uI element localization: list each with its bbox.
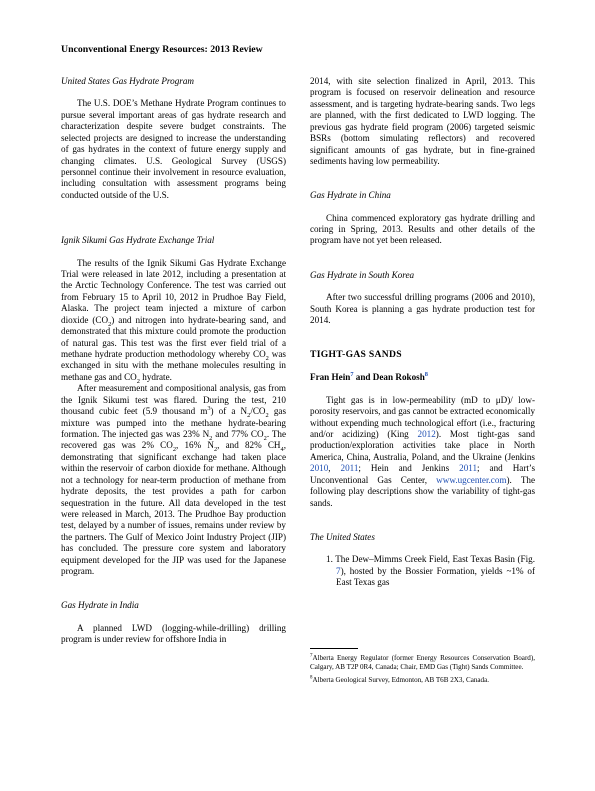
ugcenter-link[interactable]: www.ugcenter.com (436, 474, 507, 485)
paragraph-south-korea: After two successful drilling programs (2006 and 2010), South Korea is planning a gas hydrate production test for 2014. (310, 292, 535, 325)
citation-hein-jenkins-2011[interactable]: 2011 (459, 463, 478, 474)
left-column (61, 76, 286, 646)
section-heading-ignik-sikumi: Ignik Sikumi Gas Hydrate Exchange Trial (61, 235, 215, 246)
paragraph-india: A planned LWD (logging-while-drilling) drilling program is under review for offshore India in (61, 622, 286, 645)
section-heading-us-gas-hydrate: United States Gas Hydrate Program (61, 76, 194, 86)
section-heading-india: Gas Hydrate in India (61, 600, 139, 611)
list-item-dew-mimms: 1. The Dew–Mimms Creek Field, East Texas Basin (Fig. 7), hosted by the Bossier Formation, yields ~1% of East Texas gas (326, 554, 535, 588)
footnote-divider (310, 648, 358, 649)
citation-jenkins-2010[interactable]: 2010 (310, 463, 329, 474)
footnote-7: $^7$Alberta Energy Regulator (former Energy Resources Conservation Board), Calgary, AB T2P 0R4, Canada; Chair, EMD Gas (Tight) Sands Committee. (310, 653, 535, 672)
figure-ref-7[interactable]: 7 (336, 565, 341, 576)
paragraph-ignik-results: The results of the Ignik Sikumi Gas Hydrate Exchange Trial were released in late 2012, including a presentation at the Arctic Technology Conference. The test was carried out from February 15 to April 10, 2012 in Prudhoe Bay Field, Alaska. The project team injected a mixture of carbon dioxide $(CO_2)$ and nitrogen into hydrate-bearing sand, and demonstrated that this mixture could promote the production of natural gas. This test was the first ever field trial of a methane hydrate production methodology whereby $CO_2$ was exchanged in situ with the methane molecules resulting in methane gas and $CO_2$ hydrate. (61, 257, 286, 385)
paragraph-india-continued: 2014, with site selection finalized in April, 2013. This program is focused on reservoir delineation and resource assessment, and is targeting hydrate-bearing sands. Two legs are planned, with the first dedicated to LWD logging. The previous gas hydrate field program (2006) targeted seismic BSRs (bottom simulating reflectors) and recovered significant amounts of gas hydrate, but in fine-grained sediments having low permeability. (310, 76, 535, 166)
footnotes (310, 654, 535, 688)
author-dean-rokosh: Dean Rokosh (372, 371, 425, 382)
author-fran-hein: Fran Hein (310, 371, 351, 382)
footnote-8: $^8$Alberta Geological Survey, Edmonton, AB T6B 2X3, Canada. (310, 675, 490, 684)
section-heading-south-korea: Gas Hydrate in South Korea (310, 269, 415, 280)
paragraph-tight-gas: Tight gas is in low-permeability (mD to μD)/ low-porosity reservoirs, and gas cannot be extracted economically without expending much technological effort (i.e., fracturing and/or acidizing) (King 2012). Most tight-gas sand production/exploration activities take place in North America, China, Australia, Poland, and the Ukraine (Jenkins 2010, 2011; Hein and Jenkins 2011; and Hart’s Unconventional Gas Center, www.ugcenter.com). The following play descriptions show the variability of tight-gas sands. (310, 394, 536, 508)
section-heading-china: Gas Hydrate in China (310, 190, 391, 201)
author-line: Fran Hein$^7$ and Dean Rokosh$^8$ (310, 370, 428, 382)
running-head: Unconventional Energy Resources: 2013 Review (61, 44, 263, 55)
citation-jenkins-2011[interactable]: 2011 (340, 463, 359, 474)
footnote-ref-7[interactable]: 7 (350, 370, 354, 378)
section-heading-united-states: The United States (310, 531, 375, 542)
paragraph-china: China commenced exploratory gas hydrate drilling and coring in Spring, 2013. Results and other details of the program have not yet been released. (310, 212, 535, 246)
paragraph-ignik-measurement: After measurement and compositional analysis, gas from the Ignik Sikumi test was flared. During the test, 210 thousand cubic feet (5.9 thousand $m^3$) of a $N_2/CO_2$ gas mixture was pumped into the methane hydrate-bearing formation. The injected gas was 23% $N_2$ and 77% $CO_2$. The recovered gas was 2% $CO_2$, 16% $N_2$, and 82% $CH_4$, demonstrating that significant exchange had taken place within the reservoir of carbon dioxide for methane. Although not a technology for near-term production of methane from hydrate deposits, the test provides a path for carbon sequestration in the future. All data developed in the test were released in March, 2013. The Prudhoe Bay production test, delayed by a number of issues, remains under review by the partners. The Gulf of Mexico Joint Industry Project (JIP) has concluded. The pressure core system and laboratory equipment developed for the JIP was used for the Japanese program. (61, 383, 287, 577)
paragraph-us-gas-hydrate: The U.S. DOE’s Methane Hydrate Program continues to pursue several important areas of gas hydrate research and characterization despite severe budget constraints. The selected projects are designed to increase the understanding of gas hydrates in the context of future energy supply and changing climates. U.S. Geological Survey (USGS) personnel continue their involvement in resource evaluation, including consultation with assessment programs being conducted outside of the U.S. (61, 98, 286, 200)
section-heading-tight-gas-sands: TIGHT-GAS SANDS (310, 349, 402, 361)
citation-king-2012[interactable]: 2012 (417, 429, 436, 440)
right-column (310, 76, 535, 589)
footnote-ref-8[interactable]: 8 (424, 370, 428, 378)
